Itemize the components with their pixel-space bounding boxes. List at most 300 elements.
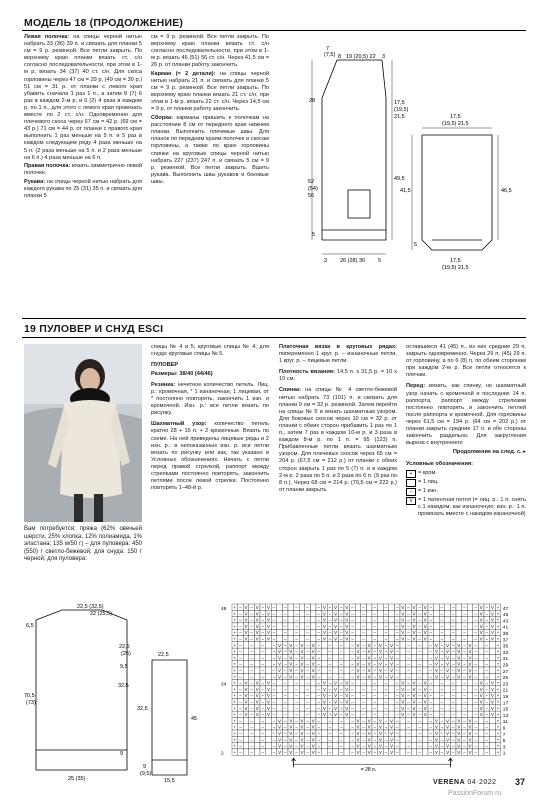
svg-text:V: V [322, 693, 326, 699]
svg-text:+: + [496, 686, 500, 692]
svg-text:+: + [233, 718, 237, 724]
svg-text:V: V [401, 636, 405, 642]
svg-text:–: – [250, 686, 253, 692]
svg-text:+: + [496, 611, 500, 617]
svg-text:–: – [440, 749, 444, 755]
svg-text:–: – [463, 749, 466, 755]
svg-text:–: – [418, 636, 421, 642]
svg-text:–: – [317, 623, 320, 629]
svg-text:V: V [255, 630, 259, 636]
svg-text:–: – [272, 680, 276, 686]
svg-text:+: + [233, 705, 237, 711]
svg-text:–: – [474, 705, 477, 711]
svg-text:–: – [463, 655, 466, 661]
svg-text:–: – [373, 630, 376, 636]
svg-text:V: V [266, 630, 270, 636]
chart-row-label-left: 48 [221, 606, 227, 612]
svg-text:V: V [266, 623, 270, 629]
svg-text:–: – [306, 680, 309, 686]
checker-text: количество петель кратно 28 + 15 п. + 2 кромочные. Вязать по схеме. На ней приведены лицевые ряды и 2 изн. р.: в непоказанных изн. р. все петли вязать по рисунку или как, так указано в Условных обозначениях. Начать с петли перед правой стрелкой, раппорт между стрелками постоянно повторять, закончить петлями после левой стрелки. Постоянно повторять 1–48-й р. [151, 421, 269, 492]
svg-text:–: – [429, 623, 432, 629]
svg-text:–: – [429, 718, 432, 724]
s18-sleeve-2: (19,5) 21,5 [442, 121, 469, 127]
svg-text:–: – [351, 611, 354, 617]
svg-text:–: – [272, 712, 276, 718]
s18-right-2: (19,5) [394, 107, 409, 113]
svg-text:V: V [255, 623, 259, 629]
svg-text:–: – [261, 712, 264, 718]
section-19-title: 19 ПУЛОВЕР И СНУД ESCI [24, 323, 164, 335]
svg-text:V: V [255, 636, 259, 642]
svg-text:–: – [440, 611, 444, 617]
chart-row-number: 39 [502, 632, 509, 637]
svg-text:–: – [317, 636, 320, 642]
svg-text:–: – [317, 680, 320, 686]
svg-text:V: V [457, 649, 461, 655]
svg-text:–: – [485, 749, 488, 755]
svg-text:V: V [401, 693, 405, 699]
svg-text:V: V [490, 623, 494, 629]
svg-text:–: – [295, 743, 298, 749]
svg-text:–: – [351, 693, 354, 699]
svg-text:–: – [239, 661, 242, 667]
svg-text:–: – [340, 642, 343, 648]
svg-text:V: V [311, 655, 315, 661]
svg-text:V: V [423, 630, 427, 636]
svg-text:–: – [362, 731, 365, 736]
svg-text:V: V [255, 705, 259, 711]
svg-text:V: V [423, 617, 427, 623]
svg-text:–: – [306, 749, 309, 755]
chart-row-number: 29 [502, 663, 509, 669]
svg-text:–: – [261, 636, 264, 642]
legend-title: Условные обозначения: [406, 460, 474, 467]
svg-text:–: – [429, 674, 432, 680]
svg-text:–: – [295, 623, 298, 629]
svg-text:–: – [295, 636, 298, 642]
svg-text:V: V [345, 630, 349, 636]
svg-text:–: – [407, 699, 410, 705]
svg-text:V: V [300, 749, 304, 755]
svg-text:–: – [396, 718, 399, 724]
svg-text:–: – [340, 712, 343, 718]
svg-text:–: – [317, 718, 320, 724]
svg-text:–: – [317, 649, 320, 655]
svg-text:–: – [396, 611, 399, 617]
svg-text:V: V [378, 724, 382, 730]
svg-text:+: + [496, 731, 500, 736]
svg-text:+: + [233, 636, 237, 642]
svg-text:V: V [367, 661, 371, 667]
s19-side-1: 22,5 [119, 644, 130, 650]
section-18-title: МОДЕЛЬ 18 (ПРОДОЛЖЕНИЕ) [24, 17, 184, 29]
back-cont-text: оставшиеся 41 (45) п., из них средние 29 п. закрыть одновременно. Через 29 п. (45) 29 п. от горловину, а по 6 (8) п. по обеим сторонам при каждом 2-м р. Все петли относятся к плечам. [406, 344, 526, 379]
svg-text:+: + [233, 642, 237, 648]
svg-text:V: V [244, 617, 248, 623]
svg-text:–: – [485, 718, 488, 724]
svg-text:V: V [289, 674, 293, 680]
svg-text:–: – [362, 737, 365, 743]
svg-text:–: – [250, 749, 253, 755]
svg-text:–: – [351, 623, 354, 629]
svg-text:–: – [250, 655, 253, 661]
svg-text:–: – [284, 655, 287, 661]
svg-text:–: – [474, 630, 477, 636]
svg-text:–: – [452, 611, 455, 617]
svg-text:–: – [272, 749, 276, 755]
svg-text:–: – [284, 617, 287, 623]
svg-text:–: – [284, 705, 287, 711]
svg-text:V: V [345, 686, 349, 692]
svg-text:–: – [418, 743, 421, 749]
svg-text:–: – [485, 623, 488, 629]
svg-text:–: – [440, 605, 444, 610]
svg-text:–: – [474, 749, 477, 755]
svg-text:+: + [496, 655, 500, 661]
svg-text:V: V [289, 737, 293, 743]
svg-text:+: + [233, 737, 237, 743]
s18-bottom-1: 3 [324, 258, 328, 264]
svg-text:–: – [440, 686, 444, 692]
svg-text:V: V [378, 649, 382, 655]
svg-text:+: + [233, 674, 237, 680]
svg-text:–: – [429, 743, 432, 749]
svg-text:V: V [446, 749, 450, 755]
back-heading: Спинка: [279, 387, 302, 394]
svg-text:–: – [362, 642, 365, 648]
svg-text:–: – [485, 655, 488, 661]
svg-text:V: V [479, 611, 483, 617]
svg-text:V: V [311, 743, 315, 749]
svg-text:V: V [300, 649, 304, 655]
svg-text:+: + [233, 743, 237, 749]
svg-text:–: – [373, 749, 376, 755]
svg-text:–: – [384, 699, 388, 705]
svg-text:V: V [345, 605, 349, 610]
svg-text:V: V [300, 655, 304, 661]
svg-text:–: – [474, 617, 477, 623]
s19-top-1: 22,5 (32,5) [77, 604, 104, 610]
chart-row-number: 31 [502, 657, 509, 663]
svg-text:–: – [239, 617, 242, 623]
svg-text:–: – [485, 605, 488, 610]
svg-text:V: V [457, 655, 461, 661]
svg-text:–: – [340, 705, 343, 711]
svg-text:–: – [362, 686, 365, 692]
svg-text:V: V [412, 705, 416, 711]
s19-bottom-1: 25 (35) [68, 776, 86, 782]
svg-text:–: – [407, 668, 410, 673]
svg-text:+: + [233, 699, 237, 705]
svg-text:–: – [373, 642, 376, 648]
svg-text:–: – [452, 661, 455, 667]
svg-text:–: – [407, 693, 410, 699]
front-text: вязать, как спинку, но шахматный узор начать с кромочной и последних 14 п. раппорта, раппорт между стрелками постоянно повторять и закончить петлей после раппорта и кромочной. Для горловины через 61,5 см = 194 р. (64 см = 202 р.) от планки закрыть средние 17 п. и обе стороны закончить раздельно. Для закругления выреза с внутреннего [406, 383, 527, 447]
svg-text:–: – [250, 623, 253, 629]
svg-text:V: V [446, 668, 450, 673]
svg-text:–: – [351, 724, 354, 730]
svg-text:–: – [440, 712, 444, 718]
svg-text:–: – [452, 743, 455, 749]
svg-text:+: + [496, 718, 500, 724]
sleeves-text: на спицы черной нитью набрать для каждого рукава по 25 (31) 35 п. и связать для планки 5 [24, 178, 142, 200]
svg-text:–: – [351, 743, 354, 749]
s19-side-5: 70,5 [24, 693, 35, 699]
svg-text:V: V [446, 718, 450, 724]
svg-text:–: – [340, 655, 343, 661]
svg-text:–: – [239, 749, 242, 755]
chart-row-number: 21 [502, 688, 509, 694]
svg-text:–: – [317, 617, 320, 623]
svg-text:–: – [328, 731, 332, 736]
svg-text:–: – [306, 674, 309, 680]
svg-text:–: – [440, 724, 444, 730]
svg-text:V: V [266, 611, 270, 617]
footer-issue: 04·2022 [467, 779, 497, 786]
svg-text:–: – [373, 623, 376, 629]
svg-text:–: – [452, 686, 455, 692]
svg-text:–: – [340, 718, 343, 724]
svg-text:–: – [306, 731, 309, 736]
svg-text:V: V [446, 649, 450, 655]
s19-side-6: (73) [26, 700, 36, 706]
svg-text:V: V [434, 749, 438, 755]
legend-item [406, 479, 526, 487]
svg-text:+: + [496, 749, 500, 755]
svg-text:+: + [233, 668, 237, 673]
svg-text:V: V [244, 705, 248, 711]
svg-text:–: – [463, 674, 466, 680]
svg-text:–: – [239, 674, 242, 680]
svg-text:V: V [423, 712, 427, 718]
svg-text:V: V [278, 649, 282, 655]
svg-text:–: – [373, 718, 376, 724]
svg-text:–: – [362, 674, 365, 680]
svg-text:V: V [457, 731, 461, 736]
svg-text:–: – [239, 737, 242, 743]
svg-text:V: V [311, 731, 315, 736]
svg-text:–: – [261, 611, 264, 617]
legend-symbol: V [406, 497, 416, 505]
svg-text:–: – [440, 731, 444, 736]
svg-text:V: V [390, 749, 394, 755]
svg-text:V: V [434, 655, 438, 661]
legend-text: = 1 патентная петля (= лиц. р.: 1 п. снять с 1 накидом, как изнаночную; изн. р.: 1 п. провязать вместе с накидом изнаночной) [418, 496, 526, 517]
svg-text:–: – [328, 617, 332, 623]
svg-text:V: V [479, 705, 483, 711]
svg-text:–: – [384, 655, 388, 661]
chart-row-number: 35 [502, 644, 509, 650]
svg-text:–: – [418, 737, 421, 743]
svg-text:V: V [479, 623, 483, 629]
model19-col6 [406, 344, 526, 519]
svg-text:V: V [345, 712, 349, 718]
svg-text:–: – [452, 605, 455, 610]
svg-text:–: – [284, 668, 287, 673]
svg-text:–: – [396, 724, 399, 730]
svg-text:–: – [362, 749, 365, 755]
svg-text:–: – [396, 617, 399, 623]
svg-text:–: – [452, 718, 455, 724]
svg-text:V: V [412, 623, 416, 629]
svg-text:–: – [250, 674, 253, 680]
svg-text:–: – [429, 642, 432, 648]
s19-top-2: 22 (25,5) [90, 611, 113, 617]
svg-text:–: – [384, 705, 388, 711]
svg-text:–: – [351, 705, 354, 711]
svg-text:–: – [261, 649, 264, 655]
svg-text:–: – [396, 642, 399, 648]
svg-text:–: – [384, 724, 388, 730]
svg-text:–: – [239, 630, 242, 636]
svg-text:V: V [412, 636, 416, 642]
svg-text:V: V [334, 686, 338, 692]
svg-text:V: V [322, 630, 326, 636]
svg-text:–: – [340, 636, 343, 642]
svg-text:–: – [261, 661, 264, 667]
svg-text:–: – [272, 630, 276, 636]
svg-text:V: V [390, 661, 394, 667]
svg-text:–: – [463, 699, 466, 705]
svg-text:–: – [396, 686, 399, 692]
svg-text:–: – [306, 636, 309, 642]
svg-text:V: V [289, 731, 293, 736]
svg-text:–: – [418, 674, 421, 680]
svg-text:–: – [284, 636, 287, 642]
svg-text:–: – [463, 668, 466, 673]
s19-sleeve-4: 9 [143, 764, 147, 770]
svg-text:–: – [396, 712, 399, 718]
svg-text:–: – [407, 655, 410, 661]
model-photo [24, 344, 142, 522]
svg-text:–: – [485, 705, 488, 711]
legend-list [406, 470, 526, 518]
s18-top-1: 7 [326, 46, 330, 52]
svg-text:V: V [334, 680, 338, 686]
svg-text:–: – [373, 712, 376, 718]
svg-text:+: + [496, 642, 500, 648]
svg-text:–: – [239, 724, 242, 730]
svg-text:–: – [250, 731, 253, 736]
svg-text:V: V [367, 668, 371, 673]
svg-text:V: V [244, 680, 248, 686]
svg-text:–: – [396, 605, 399, 610]
svg-text:V: V [300, 718, 304, 724]
svg-text:–: – [440, 649, 444, 655]
svg-text:V: V [244, 636, 248, 642]
svg-text:V: V [356, 749, 360, 755]
svg-text:–: – [407, 743, 410, 749]
svg-text:V: V [278, 743, 282, 749]
svg-text:V: V [356, 649, 360, 655]
svg-text:–: – [418, 749, 421, 755]
svg-text:V: V [244, 686, 248, 692]
svg-text:–: – [362, 668, 365, 673]
svg-text:V: V [289, 749, 293, 755]
svg-text:–: – [362, 630, 365, 636]
svg-text:–: – [463, 718, 466, 724]
svg-text:–: – [351, 636, 354, 642]
svg-text:–: – [396, 705, 399, 711]
svg-text:–: – [261, 680, 264, 686]
svg-text:V: V [434, 724, 438, 730]
svg-text:–: – [407, 661, 410, 667]
svg-text:V: V [479, 630, 483, 636]
svg-text:V: V [244, 693, 248, 699]
chart-row-number: 47 [502, 606, 509, 612]
svg-text:–: – [284, 724, 287, 730]
svg-text:–: – [384, 605, 388, 610]
svg-text:–: – [328, 605, 332, 610]
svg-text:–: – [474, 668, 477, 673]
svg-text:V: V [468, 655, 472, 661]
svg-text:V: V [457, 724, 461, 730]
svg-text:V: V [490, 605, 494, 610]
svg-text:V: V [490, 705, 494, 711]
svg-text:–: – [440, 743, 444, 749]
svg-text:–: – [351, 680, 354, 686]
svg-text:–: – [261, 686, 264, 692]
svg-text:–: – [306, 668, 309, 673]
svg-text:V: V [468, 749, 472, 755]
svg-text:+: + [496, 680, 500, 686]
svg-text:+: + [496, 693, 500, 699]
svg-text:–: – [328, 642, 332, 648]
svg-text:V: V [457, 642, 461, 648]
svg-text:–: – [429, 705, 432, 711]
svg-text:V: V [378, 731, 382, 736]
back-text: на спицы № 4 светло-бежевой нитью набрать 73 (101) п. и связать для планки 9 см = 32 р. резинкой. Затем перейти на спицы № 5 и вязать шахматным узором. Для боковых скосов через 10 см = 32 р. от планки с обеих сторон прибавить 1 раз по 1 п., затем 7 раз в каждом 10-м р. и 3 раза в каждом 8-м р. по 1 п. = 95 (123) п. Прибавленные петли вязать шахматным узором. Для плечевых скосов через 65 см = 204 р. (67,5 см = 212 р.) от планки с обеих сторон закрыть 1 раз по 5 (7) п. и в каждом 2-м р. 2 раза по 5 п. и 2 раза по 6 п. (9 раз по 8 п.). Через 68 см = 214 р. (70,5 см = 222 р.) от планки закрыть [279, 387, 397, 493]
svg-text:–: – [429, 731, 432, 736]
svg-text:V: V [479, 680, 483, 686]
svg-text:+: + [496, 737, 500, 743]
svg-text:V: V [300, 642, 304, 648]
svg-text:V: V [490, 630, 494, 636]
s19-side-2: (25) [121, 651, 131, 657]
svg-text:V: V [266, 605, 270, 610]
svg-text:–: – [295, 680, 298, 686]
svg-text:–: – [396, 680, 399, 686]
svg-text:–: – [340, 743, 343, 749]
svg-text:–: – [340, 724, 343, 730]
svg-text:–: – [474, 655, 477, 661]
svg-text:–: – [272, 661, 276, 667]
svg-text:–: – [351, 718, 354, 724]
chart-row-number: 43 [502, 619, 509, 625]
svg-text:V: V [255, 617, 259, 623]
svg-text:V: V [322, 611, 326, 617]
svg-text:–: – [384, 642, 388, 648]
svg-text:–: – [351, 737, 354, 743]
svg-text:–: – [452, 617, 455, 623]
svg-text:–: – [384, 680, 388, 686]
svg-text:–: – [317, 731, 320, 736]
chart-row-number: 9 [502, 726, 506, 732]
svg-text:V: V [255, 693, 259, 699]
svg-text:–: – [396, 731, 399, 736]
svg-text:–: – [250, 617, 253, 623]
svg-text:–: – [250, 605, 253, 610]
svg-text:–: – [429, 693, 432, 699]
svg-text:–: – [362, 680, 365, 686]
svg-text:–: – [306, 693, 309, 699]
svg-text:–: – [440, 737, 444, 743]
svg-text:V: V [311, 718, 315, 724]
svg-text:–: – [284, 605, 287, 610]
svg-text:–: – [239, 712, 242, 718]
svg-text:–: – [418, 630, 421, 636]
chart-row-number: 7 [502, 732, 506, 738]
